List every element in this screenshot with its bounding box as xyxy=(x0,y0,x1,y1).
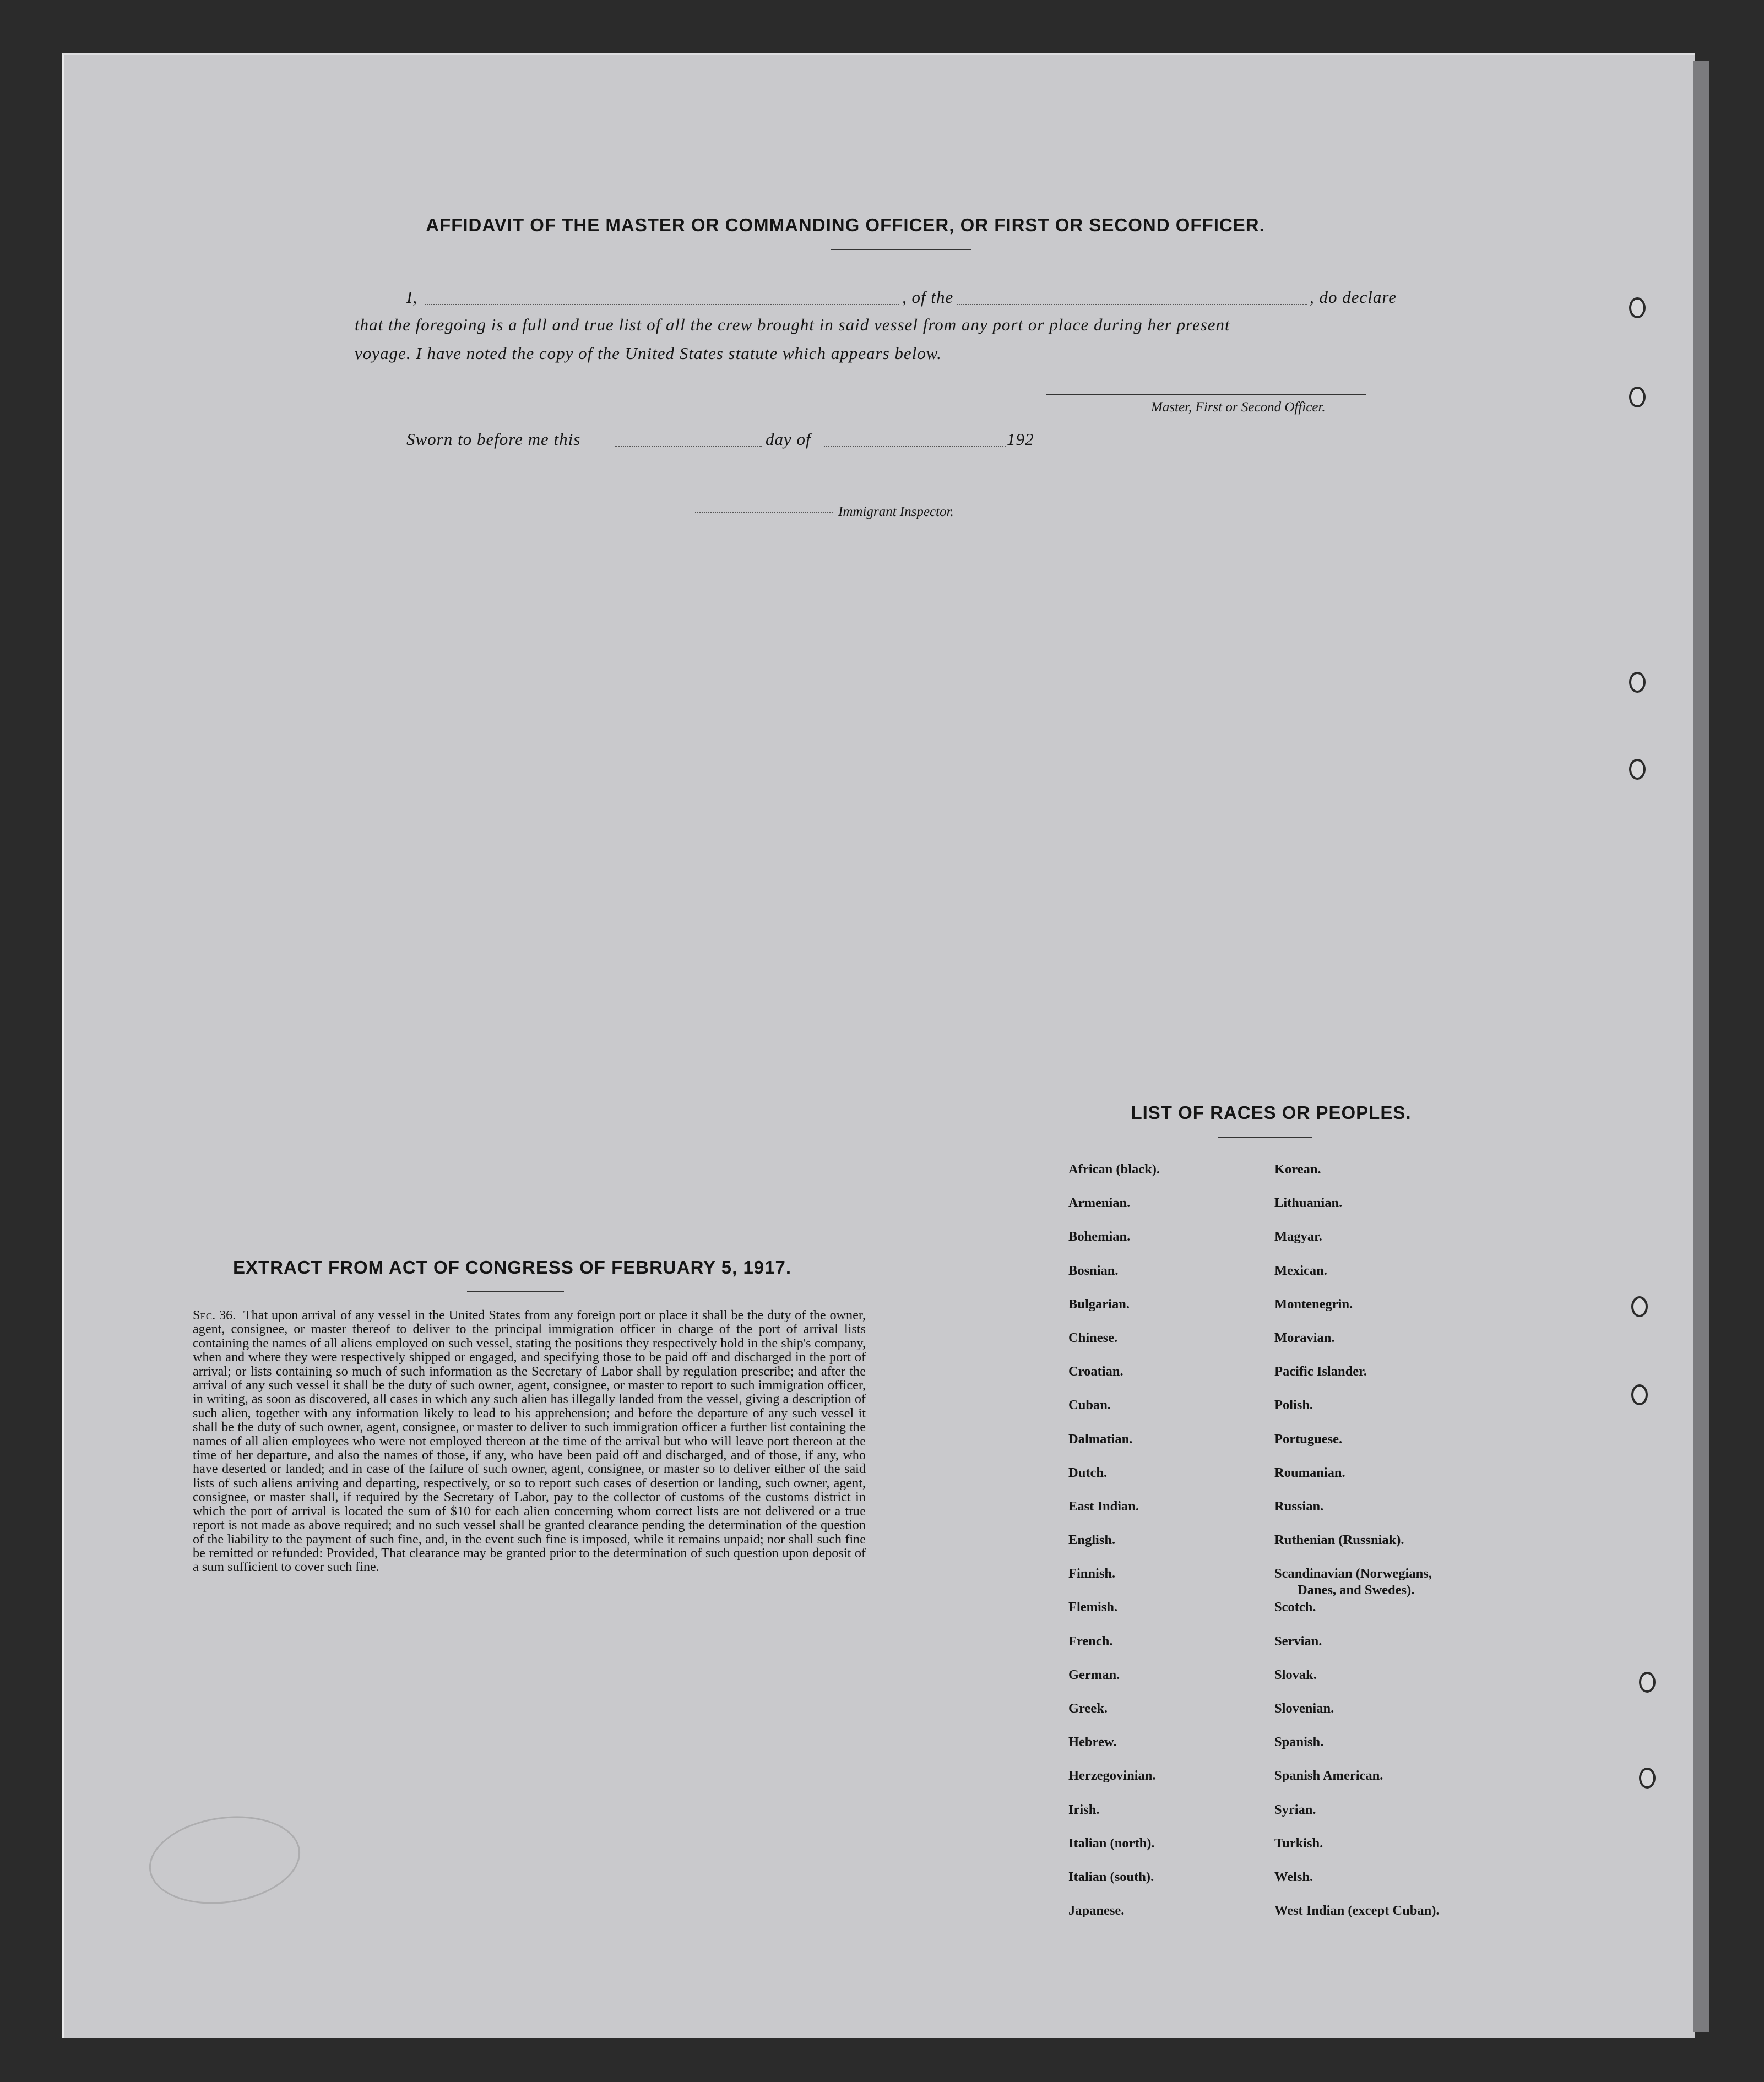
binder-hole xyxy=(1629,297,1646,318)
race-item: Magyar. xyxy=(1274,1229,1322,1244)
race-item: Chinese. xyxy=(1068,1330,1118,1345)
day-of-label: day of xyxy=(766,430,811,449)
binder-hole xyxy=(1631,1296,1648,1317)
race-item: Turkish. xyxy=(1274,1835,1323,1851)
race-item: French. xyxy=(1068,1633,1113,1649)
race-item: Slovenian. xyxy=(1274,1701,1334,1716)
race-item: West Indian (except Cuban). xyxy=(1274,1903,1440,1918)
race-item: Cuban. xyxy=(1068,1398,1111,1413)
declarant-name-field[interactable] xyxy=(425,304,899,305)
race-item: Syrian. xyxy=(1274,1802,1316,1817)
sworn-month-field[interactable] xyxy=(824,446,1006,447)
race-item: Italian (north). xyxy=(1068,1835,1155,1851)
declaration-line-2: that the foregoing is a full and true list of all the crew brought in said vessel from any port or place during her present xyxy=(355,315,1230,334)
race-item: Slovak. xyxy=(1274,1667,1317,1682)
race-item: Roumanian. xyxy=(1274,1465,1345,1480)
title-underline xyxy=(831,249,971,250)
race-item: Polish. xyxy=(1274,1398,1313,1413)
binder-hole xyxy=(1629,672,1646,693)
race-item: Irish. xyxy=(1068,1802,1100,1817)
race-item: Danes, and Swedes). xyxy=(1298,1583,1415,1598)
year-label: 192 xyxy=(1007,430,1034,449)
signature-line[interactable] xyxy=(1046,394,1366,395)
race-item: Bosnian. xyxy=(1068,1263,1119,1278)
race-item: East Indian. xyxy=(1068,1498,1139,1514)
binder-hole xyxy=(1629,387,1646,407)
race-item: Italian (south). xyxy=(1068,1869,1154,1884)
binder-hole xyxy=(1631,1384,1648,1405)
extract-title: EXTRACT FROM ACT OF CONGRESS OF FEBRUARY 5, 1917. xyxy=(232,1257,792,1278)
race-item: Dalmatian. xyxy=(1068,1431,1133,1447)
declarant-label: I, xyxy=(406,287,418,307)
race-item: Lithuanian. xyxy=(1274,1195,1343,1211)
races-title: LIST OF RACES OR PEOPLES. xyxy=(1131,1102,1412,1123)
race-item: Portuguese. xyxy=(1274,1431,1343,1447)
page-edge xyxy=(1693,61,1709,2032)
races-right-column xyxy=(1274,1162,1439,1937)
race-item: Hebrew. xyxy=(1068,1735,1117,1750)
inspector-label: Immigrant Inspector. xyxy=(838,504,954,519)
binder-hole xyxy=(1639,1768,1656,1789)
race-item: Japanese. xyxy=(1068,1903,1125,1918)
race-item: Pacific Islander. xyxy=(1274,1364,1367,1379)
extract-body xyxy=(193,1308,866,1574)
vessel-name-field[interactable] xyxy=(957,304,1307,305)
signature-label: Master, First or Second Officer. xyxy=(1151,400,1326,415)
declare-text: , do declare xyxy=(1310,287,1397,307)
race-item: Welsh. xyxy=(1274,1869,1313,1884)
races-left-column xyxy=(1068,1162,1160,1937)
section-text: That upon arrival of any vessel in the United States from any foreign port or place it shall be the duty of the owner, agent, consignee, or master thereof to deliver to the principal immigration officer in charge of the port of arrival lists containing the names of all aliens employed on such vessel, stating the positions they respectively hold in the ship's company, when and where they were respectively shipped or engaged, and specifying those to be paid off and discharged in the port of arrival; or lists containing so much of such information as the Secretary of Labor shall by regulation prescribe; and after the arrival of any such vessel it shall be the duty of such owner, agent, consignee, or master to report to such immigration officer, in writing, as soon as discovered, all cases in which any such alien has illegally landed from the vessel, giving a description of such alien, together with any information likely to lead to his apprehension; and before the departure of any such vessel it shall be the duty of such owner, agent, consignee, or master to deliver to such immigration officer a further list containing the names of all alien employees who were not employed thereon at the time of the arrival but who will leave port thereon at the time of her departure, and also the names of those, if any, who have been paid off and discharged, and of those, if any, who have deserted or landed; and in case of the failure of such owner, agent, consignee, or master so to deliver either of the said lists of such aliens arriving and departing, respectively, or so to report such cases of desertion or landing, such owner, agent, consignee, or master shall, if required by the Secretary of Labor, pay to the collector of customs of the customs district in which the port of arrival is located the sum of $10 for each alien concerning whom correct lists are not delivered or a true report is not made as above required; and no such vessel shall be granted clearance pending the determination of the question of the liability to the payment of such fine, and, in the event such fine is imposed, while it remains unpaid; nor shall such fine be remitted or refunded: Provided, That clearance may be granted prior to the determination of such question upon deposit of a sum sufficient to cover such fine. xyxy=(193,1308,866,1575)
binder-hole xyxy=(1639,1672,1656,1693)
race-item: Spanish. xyxy=(1274,1735,1324,1750)
declaration-line-3: voyage. I have noted the copy of the United States statute which appears below. xyxy=(355,344,942,363)
race-item: Servian. xyxy=(1274,1633,1322,1649)
vessel-label: , of the xyxy=(902,287,954,307)
race-item: German. xyxy=(1068,1667,1120,1682)
race-item: Korean. xyxy=(1274,1162,1321,1177)
sworn-day-field[interactable] xyxy=(615,446,762,447)
race-item: Ruthenian (Russniak). xyxy=(1274,1532,1404,1548)
section-label: Sec. 36. xyxy=(193,1308,236,1323)
race-item: Scotch. xyxy=(1274,1600,1316,1615)
race-item: Finnish. xyxy=(1068,1566,1116,1581)
binder-hole xyxy=(1629,759,1646,780)
race-item: Flemish. xyxy=(1068,1600,1118,1615)
race-item: Mexican. xyxy=(1274,1263,1327,1278)
race-item: Armenian. xyxy=(1068,1195,1131,1211)
race-item: Bulgarian. xyxy=(1068,1296,1130,1312)
races-title-underline xyxy=(1218,1137,1312,1138)
race-item: Croatian. xyxy=(1068,1364,1123,1379)
race-item: African (black). xyxy=(1068,1162,1160,1177)
race-item: Russian. xyxy=(1274,1498,1324,1514)
race-item: Herzegovinian. xyxy=(1068,1768,1156,1784)
race-item: Bohemian. xyxy=(1068,1229,1131,1244)
race-item: Moravian. xyxy=(1274,1330,1335,1345)
race-item: Montenegrin. xyxy=(1274,1296,1353,1312)
race-item: Dutch. xyxy=(1068,1465,1108,1480)
sworn-label: Sworn to before me this xyxy=(406,430,581,449)
inspector-dotted-line xyxy=(695,512,833,513)
race-item: Greek. xyxy=(1068,1701,1108,1716)
race-item: English. xyxy=(1068,1532,1116,1548)
affidavit-title: AFFIDAVIT OF THE MASTER OR COMMANDING OFFICER, OR FIRST OR SECOND OFFICER. xyxy=(426,215,1265,235)
race-item: Spanish American. xyxy=(1274,1768,1383,1784)
race-item: Scandinavian (Norwegians, xyxy=(1274,1566,1432,1581)
extract-title-underline xyxy=(467,1291,564,1292)
